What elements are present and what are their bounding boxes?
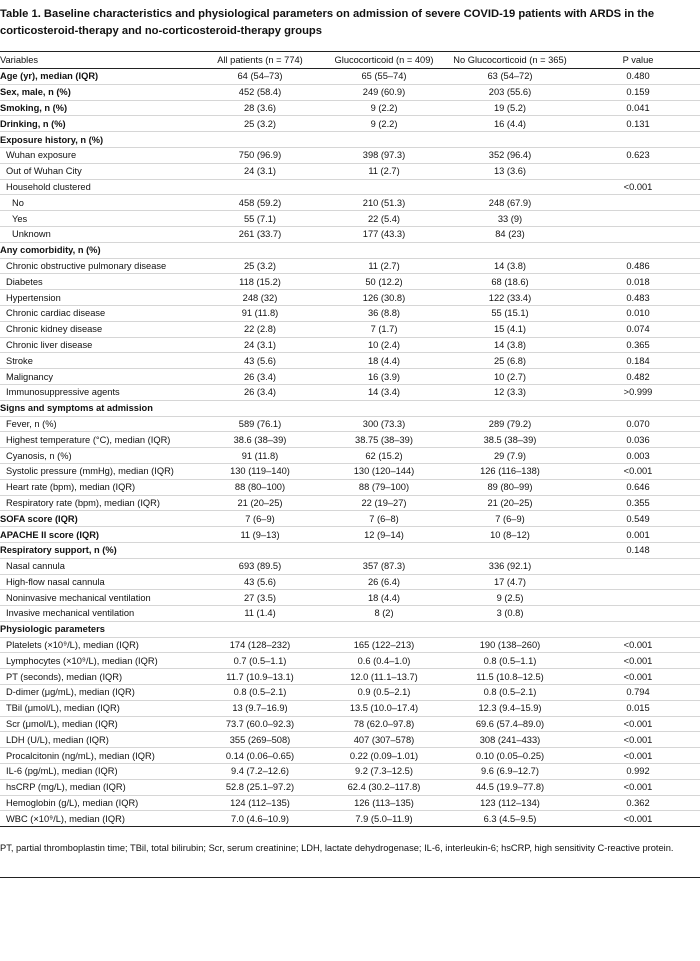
cell-p-value: <0.001 [576, 811, 700, 827]
table-row [0, 321, 700, 337]
row-label: Diabetes [0, 274, 196, 290]
cell-no-glucocorticoid: 3 (0.8) [444, 606, 576, 622]
cell-all-patients: 91 (11.8) [196, 448, 324, 464]
cell-glucocorticoid: 300 (73.3) [324, 416, 444, 432]
header-p-value: P value [576, 52, 700, 69]
cell-p-value [576, 621, 700, 637]
cell-glucocorticoid: 249 (60.9) [324, 84, 444, 100]
table-row [0, 685, 700, 701]
cell-no-glucocorticoid: 12.3 (9.4–15.9) [444, 700, 576, 716]
cell-no-glucocorticoid: 14 (3.8) [444, 337, 576, 353]
row-label: LDH (U/L), median (IQR) [0, 732, 196, 748]
cell-all-patients: 355 (269–508) [196, 732, 324, 748]
table-row [0, 384, 700, 400]
cell-no-glucocorticoid: 9 (2.5) [444, 590, 576, 606]
cell-glucocorticoid: 7 (6–8) [324, 511, 444, 527]
cell-p-value: <0.001 [576, 637, 700, 653]
cell-no-glucocorticoid: 126 (116–138) [444, 463, 576, 479]
table-row [0, 700, 700, 716]
table-row [0, 716, 700, 732]
cell-all-patients: 248 (32) [196, 290, 324, 306]
table-row [0, 479, 700, 495]
cell-glucocorticoid: 7 (1.7) [324, 321, 444, 337]
cell-glucocorticoid: 78 (62.0–97.8) [324, 716, 444, 732]
row-label: hsCRP (mg/L), median (IQR) [0, 779, 196, 795]
table-row [0, 653, 700, 669]
table-row [0, 163, 700, 179]
footnote: PT, partial thromboplastin time; TBil, total bilirubin; Scr, serum creatinine; LDH, lactate dehydrogenase; IL-6, interleukin-6; hsCRP, high sensitivity C-reactive protein. [0, 843, 674, 853]
cell-no-glucocorticoid: 84 (23) [444, 226, 576, 242]
cell-p-value: <0.001 [576, 732, 700, 748]
cell-glucocorticoid: 36 (8.8) [324, 305, 444, 321]
cell-glucocorticoid [324, 242, 444, 258]
row-label: Exposure history, n (%) [0, 132, 196, 148]
cell-glucocorticoid: 130 (120–144) [324, 463, 444, 479]
cell-all-patients: 26 (3.4) [196, 384, 324, 400]
cell-all-patients: 0.7 (0.5–1.1) [196, 653, 324, 669]
cell-all-patients: 22 (2.8) [196, 321, 324, 337]
cell-p-value: 0.018 [576, 274, 700, 290]
header-glucocorticoid: Glucocorticoid (n = 409) [324, 52, 444, 69]
cell-glucocorticoid: 18 (4.4) [324, 590, 444, 606]
cell-p-value: <0.001 [576, 669, 700, 685]
row-label: Stroke [0, 353, 196, 369]
cell-no-glucocorticoid: 203 (55.6) [444, 84, 576, 100]
cell-p-value: 0.159 [576, 84, 700, 100]
cell-glucocorticoid [324, 132, 444, 148]
cell-all-patients: 24 (3.1) [196, 337, 324, 353]
cell-no-glucocorticoid: 69.6 (57.4–89.0) [444, 716, 576, 732]
cell-all-patients [196, 400, 324, 416]
cell-no-glucocorticoid: 0.8 (0.5–2.1) [444, 685, 576, 701]
cell-all-patients: 130 (119–140) [196, 463, 324, 479]
cell-p-value: 0.036 [576, 432, 700, 448]
table-row [0, 337, 700, 353]
cell-p-value [576, 132, 700, 148]
cell-no-glucocorticoid: 336 (92.1) [444, 558, 576, 574]
cell-glucocorticoid [324, 179, 444, 195]
cell-p-value: 0.010 [576, 305, 700, 321]
table-row [0, 290, 700, 306]
cell-no-glucocorticoid: 33 (9) [444, 211, 576, 227]
row-label: Heart rate (bpm), median (IQR) [0, 479, 196, 495]
cell-glucocorticoid: 12 (9–14) [324, 527, 444, 543]
cell-no-glucocorticoid [444, 179, 576, 195]
table-row [0, 147, 700, 163]
cell-glucocorticoid: 165 (122–213) [324, 637, 444, 653]
cell-all-patients: 27 (3.5) [196, 590, 324, 606]
cell-all-patients: 64 (54–73) [196, 69, 324, 85]
row-label: Cyanosis, n (%) [0, 448, 196, 464]
row-label: Drinking, n (%) [0, 116, 196, 132]
table-row [0, 195, 700, 211]
cell-no-glucocorticoid: 352 (96.4) [444, 147, 576, 163]
cell-all-patients: 0.8 (0.5–2.1) [196, 685, 324, 701]
table-row [0, 369, 700, 385]
cell-no-glucocorticoid: 0.10 (0.05–0.25) [444, 748, 576, 764]
cell-glucocorticoid: 18 (4.4) [324, 353, 444, 369]
table-row [0, 511, 700, 527]
cell-no-glucocorticoid: 68 (18.6) [444, 274, 576, 290]
cell-no-glucocorticoid: 10 (2.7) [444, 369, 576, 385]
row-label: Household clustered [0, 179, 196, 195]
cell-glucocorticoid: 9.2 (7.3–12.5) [324, 764, 444, 780]
cell-no-glucocorticoid: 10 (8–12) [444, 527, 576, 543]
cell-p-value [576, 574, 700, 590]
header-row [0, 52, 700, 69]
cell-all-patients: 7 (6–9) [196, 511, 324, 527]
row-label: Chronic cardiac disease [0, 305, 196, 321]
row-label: WBC (×10⁹/L), median (IQR) [0, 811, 196, 827]
table-row [0, 811, 700, 827]
cell-glucocorticoid: 50 (12.2) [324, 274, 444, 290]
cell-glucocorticoid: 0.9 (0.5–2.1) [324, 685, 444, 701]
cell-no-glucocorticoid: 63 (54–72) [444, 69, 576, 85]
cell-glucocorticoid: 9 (2.2) [324, 116, 444, 132]
cell-glucocorticoid: 7.9 (5.0–11.9) [324, 811, 444, 827]
cell-p-value: 0.148 [576, 542, 700, 558]
cell-glucocorticoid [324, 400, 444, 416]
row-label: Malignancy [0, 369, 196, 385]
cell-no-glucocorticoid: 13 (3.6) [444, 163, 576, 179]
cell-no-glucocorticoid: 11.5 (10.8–12.5) [444, 669, 576, 685]
cell-glucocorticoid: 398 (97.3) [324, 147, 444, 163]
row-label: Wuhan exposure [0, 147, 196, 163]
cell-all-patients: 11 (1.4) [196, 606, 324, 622]
cell-p-value: 0.015 [576, 700, 700, 716]
cell-no-glucocorticoid [444, 132, 576, 148]
table-row [0, 242, 700, 258]
table-row [0, 732, 700, 748]
table-row [0, 748, 700, 764]
cell-all-patients: 118 (15.2) [196, 274, 324, 290]
row-label: Physiologic parameters [0, 621, 196, 637]
cell-no-glucocorticoid: 89 (80–99) [444, 479, 576, 495]
cell-all-patients: 11.7 (10.9–13.1) [196, 669, 324, 685]
row-label: D-dimer (μg/mL), median (IQR) [0, 685, 196, 701]
row-label: Scr (μmol/L), median (IQR) [0, 716, 196, 732]
row-label: Out of Wuhan City [0, 163, 196, 179]
cell-p-value: 0.794 [576, 685, 700, 701]
cell-all-patients [196, 621, 324, 637]
cell-p-value: <0.001 [576, 463, 700, 479]
cell-all-patients: 52.8 (25.1–97.2) [196, 779, 324, 795]
row-label: Platelets (×10⁹/L), median (IQR) [0, 637, 196, 653]
cell-glucocorticoid: 126 (113–135) [324, 795, 444, 811]
table-body [0, 69, 700, 827]
cell-p-value: 0.131 [576, 116, 700, 132]
header-no-glucocorticoid: No Glucocorticoid (n = 365) [444, 52, 576, 69]
row-label: APACHE II score (IQR) [0, 527, 196, 543]
row-label: Hypertension [0, 290, 196, 306]
cell-p-value: 0.003 [576, 448, 700, 464]
header-variables: Variables [0, 52, 196, 69]
cell-p-value: 0.486 [576, 258, 700, 274]
row-label: Chronic kidney disease [0, 321, 196, 337]
cell-p-value [576, 606, 700, 622]
cell-no-glucocorticoid: 17 (4.7) [444, 574, 576, 590]
row-label: Chronic obstructive pulmonary disease [0, 258, 196, 274]
cell-no-glucocorticoid: 12 (3.3) [444, 384, 576, 400]
table-row [0, 606, 700, 622]
cell-glucocorticoid: 9 (2.2) [324, 100, 444, 116]
cell-all-patients: 38.6 (38–39) [196, 432, 324, 448]
cell-all-patients: 7.0 (4.6–10.9) [196, 811, 324, 827]
cell-p-value [576, 226, 700, 242]
header-all-patients: All patients (n = 774) [196, 52, 324, 69]
cell-all-patients [196, 542, 324, 558]
row-label: Procalcitonin (ng/mL), median (IQR) [0, 748, 196, 764]
cell-p-value: 0.184 [576, 353, 700, 369]
cell-glucocorticoid: 177 (43.3) [324, 226, 444, 242]
cell-all-patients: 0.14 (0.06–0.65) [196, 748, 324, 764]
cell-no-glucocorticoid: 308 (241–433) [444, 732, 576, 748]
cell-p-value: <0.001 [576, 653, 700, 669]
cell-glucocorticoid: 407 (307–578) [324, 732, 444, 748]
table-row [0, 558, 700, 574]
table-row [0, 795, 700, 811]
cell-no-glucocorticoid: 190 (138–260) [444, 637, 576, 653]
cell-glucocorticoid: 13.5 (10.0–17.4) [324, 700, 444, 716]
cell-p-value: 0.646 [576, 479, 700, 495]
table-row [0, 226, 700, 242]
table-row [0, 353, 700, 369]
cell-p-value [576, 195, 700, 211]
cell-p-value: 0.549 [576, 511, 700, 527]
cell-glucocorticoid: 62 (15.2) [324, 448, 444, 464]
cell-all-patients: 73.7 (60.0–92.3) [196, 716, 324, 732]
cell-all-patients: 261 (33.7) [196, 226, 324, 242]
cell-p-value: 0.992 [576, 764, 700, 780]
table-row [0, 621, 700, 637]
table-row [0, 463, 700, 479]
cell-all-patients: 43 (5.6) [196, 353, 324, 369]
cell-no-glucocorticoid: 44.5 (19.9–77.8) [444, 779, 576, 795]
row-label: Respiratory support, n (%) [0, 542, 196, 558]
cell-no-glucocorticoid: 25 (6.8) [444, 353, 576, 369]
cell-p-value [576, 242, 700, 258]
row-label: Sex, male, n (%) [0, 84, 196, 100]
cell-p-value: <0.001 [576, 748, 700, 764]
table-row [0, 495, 700, 511]
cell-glucocorticoid: 14 (3.4) [324, 384, 444, 400]
table-row [0, 179, 700, 195]
row-label: TBil (μmol/L), median (IQR) [0, 700, 196, 716]
row-label: PT (seconds), median (IQR) [0, 669, 196, 685]
cell-all-patients: 124 (112–135) [196, 795, 324, 811]
table-row [0, 448, 700, 464]
cell-no-glucocorticoid: 16 (4.4) [444, 116, 576, 132]
cell-p-value: 0.482 [576, 369, 700, 385]
cell-no-glucocorticoid [444, 621, 576, 637]
cell-p-value: <0.001 [576, 716, 700, 732]
cell-no-glucocorticoid: 21 (20–25) [444, 495, 576, 511]
row-label: Immunosuppressive agents [0, 384, 196, 400]
cell-all-patients: 9.4 (7.2–12.6) [196, 764, 324, 780]
cell-glucocorticoid [324, 542, 444, 558]
cell-glucocorticoid: 38.75 (38–39) [324, 432, 444, 448]
cell-all-patients: 693 (89.5) [196, 558, 324, 574]
row-label: Signs and symptoms at admission [0, 400, 196, 416]
cell-glucocorticoid: 62.4 (30.2–117.8) [324, 779, 444, 795]
table-row [0, 779, 700, 795]
cell-glucocorticoid: 12.0 (11.1–13.7) [324, 669, 444, 685]
table-title: Table 1. Baseline characteristics and physiological parameters on admission of severe COVID-19 patients with ARDS in the corticosteroid-therapy and no-corticosteroid-therapy groups [0, 8, 655, 37]
cell-no-glucocorticoid: 9.6 (6.9–12.7) [444, 764, 576, 780]
cell-glucocorticoid: 11 (2.7) [324, 163, 444, 179]
table-row [0, 116, 700, 132]
cell-glucocorticoid: 10 (2.4) [324, 337, 444, 353]
table-row [0, 69, 700, 85]
table-row [0, 132, 700, 148]
row-label: Age (yr), median (IQR) [0, 69, 196, 85]
row-label: Noninvasive mechanical ventilation [0, 590, 196, 606]
cell-all-patients: 174 (128–232) [196, 637, 324, 653]
cell-all-patients: 25 (3.2) [196, 258, 324, 274]
cell-glucocorticoid [324, 621, 444, 637]
cell-no-glucocorticoid: 14 (3.8) [444, 258, 576, 274]
row-label: Nasal cannula [0, 558, 196, 574]
table-row [0, 274, 700, 290]
cell-glucocorticoid: 210 (51.3) [324, 195, 444, 211]
table-row [0, 100, 700, 116]
cell-glucocorticoid: 16 (3.9) [324, 369, 444, 385]
cell-all-patients [196, 179, 324, 195]
cell-all-patients: 26 (3.4) [196, 369, 324, 385]
cell-glucocorticoid: 22 (19–27) [324, 495, 444, 511]
cell-no-glucocorticoid: 7 (6–9) [444, 511, 576, 527]
row-label: Smoking, n (%) [0, 100, 196, 116]
cell-all-patients: 24 (3.1) [196, 163, 324, 179]
row-label: Lymphocytes (×10⁹/L), median (IQR) [0, 653, 196, 669]
cell-all-patients: 452 (58.4) [196, 84, 324, 100]
row-label: Any comorbidity, n (%) [0, 242, 196, 258]
table-row [0, 211, 700, 227]
cell-all-patients: 43 (5.6) [196, 574, 324, 590]
row-label: Highest temperature (°C), median (IQR) [0, 432, 196, 448]
table-row [0, 669, 700, 685]
row-label: Hemoglobin (g/L), median (IQR) [0, 795, 196, 811]
cell-glucocorticoid: 126 (30.8) [324, 290, 444, 306]
cell-p-value [576, 558, 700, 574]
cell-all-patients: 88 (80–100) [196, 479, 324, 495]
row-label: Systolic pressure (mmHg), median (IQR) [0, 463, 196, 479]
cell-glucocorticoid: 22 (5.4) [324, 211, 444, 227]
row-label: Invasive mechanical ventilation [0, 606, 196, 622]
table-row [0, 637, 700, 653]
row-label: Respiratory rate (bpm), median (IQR) [0, 495, 196, 511]
cell-all-patients [196, 132, 324, 148]
cell-glucocorticoid: 0.22 (0.09–1.01) [324, 748, 444, 764]
cell-all-patients: 28 (3.6) [196, 100, 324, 116]
cell-p-value [576, 400, 700, 416]
cell-p-value: 0.001 [576, 527, 700, 543]
cell-all-patients: 589 (76.1) [196, 416, 324, 432]
cell-p-value: <0.001 [576, 179, 700, 195]
table-row [0, 590, 700, 606]
row-label: Fever, n (%) [0, 416, 196, 432]
cell-no-glucocorticoid [444, 400, 576, 416]
table-row [0, 574, 700, 590]
cell-all-patients: 21 (20–25) [196, 495, 324, 511]
cell-p-value: 0.355 [576, 495, 700, 511]
cell-p-value [576, 211, 700, 227]
cell-no-glucocorticoid: 15 (4.1) [444, 321, 576, 337]
cell-p-value: 0.365 [576, 337, 700, 353]
cell-all-patients: 13 (9.7–16.9) [196, 700, 324, 716]
row-label: No [0, 195, 196, 211]
cell-p-value [576, 163, 700, 179]
cell-p-value: 0.483 [576, 290, 700, 306]
cell-all-patients: 55 (7.1) [196, 211, 324, 227]
table-row [0, 432, 700, 448]
cell-all-patients: 750 (96.9) [196, 147, 324, 163]
cell-glucocorticoid: 357 (87.3) [324, 558, 444, 574]
cell-p-value: 0.070 [576, 416, 700, 432]
cell-glucocorticoid: 0.6 (0.4–1.0) [324, 653, 444, 669]
row-label: Chronic liver disease [0, 337, 196, 353]
cell-no-glucocorticoid: 289 (79.2) [444, 416, 576, 432]
cell-no-glucocorticoid: 29 (7.9) [444, 448, 576, 464]
row-label: IL-6 (pg/mL), median (IQR) [0, 764, 196, 780]
table-row [0, 416, 700, 432]
cell-all-patients: 458 (59.2) [196, 195, 324, 211]
cell-no-glucocorticoid: 123 (112–134) [444, 795, 576, 811]
cell-p-value: <0.001 [576, 779, 700, 795]
cell-all-patients: 25 (3.2) [196, 116, 324, 132]
cell-glucocorticoid: 88 (79–100) [324, 479, 444, 495]
cell-no-glucocorticoid: 38.5 (38–39) [444, 432, 576, 448]
cell-glucocorticoid: 26 (6.4) [324, 574, 444, 590]
cell-glucocorticoid: 11 (2.7) [324, 258, 444, 274]
cell-p-value: 0.480 [576, 69, 700, 85]
row-label: Yes [0, 211, 196, 227]
cell-no-glucocorticoid: 55 (15.1) [444, 305, 576, 321]
cell-no-glucocorticoid: 122 (33.4) [444, 290, 576, 306]
cell-no-glucocorticoid: 6.3 (4.5–9.5) [444, 811, 576, 827]
cell-no-glucocorticoid [444, 242, 576, 258]
table-row [0, 400, 700, 416]
cell-no-glucocorticoid: 19 (5.2) [444, 100, 576, 116]
cell-glucocorticoid: 65 (55–74) [324, 69, 444, 85]
cell-p-value [576, 590, 700, 606]
cell-all-patients [196, 242, 324, 258]
cell-p-value: >0.999 [576, 384, 700, 400]
row-label: SOFA score (IQR) [0, 511, 196, 527]
cell-all-patients: 91 (11.8) [196, 305, 324, 321]
table-row [0, 527, 700, 543]
table-row [0, 542, 700, 558]
cell-p-value: 0.074 [576, 321, 700, 337]
cell-p-value: 0.041 [576, 100, 700, 116]
bottom-rule [0, 877, 700, 878]
table-row [0, 764, 700, 780]
cell-no-glucocorticoid: 248 (67.9) [444, 195, 576, 211]
cell-p-value: 0.623 [576, 147, 700, 163]
cell-p-value: 0.362 [576, 795, 700, 811]
row-label: Unknown [0, 226, 196, 242]
table-row [0, 84, 700, 100]
table-row [0, 258, 700, 274]
cell-all-patients: 11 (9–13) [196, 527, 324, 543]
cell-no-glucocorticoid: 0.8 (0.5–1.1) [444, 653, 576, 669]
baseline-table [0, 51, 700, 827]
row-label: High-flow nasal cannula [0, 574, 196, 590]
cell-no-glucocorticoid [444, 542, 576, 558]
cell-glucocorticoid: 8 (2) [324, 606, 444, 622]
table-row [0, 305, 700, 321]
